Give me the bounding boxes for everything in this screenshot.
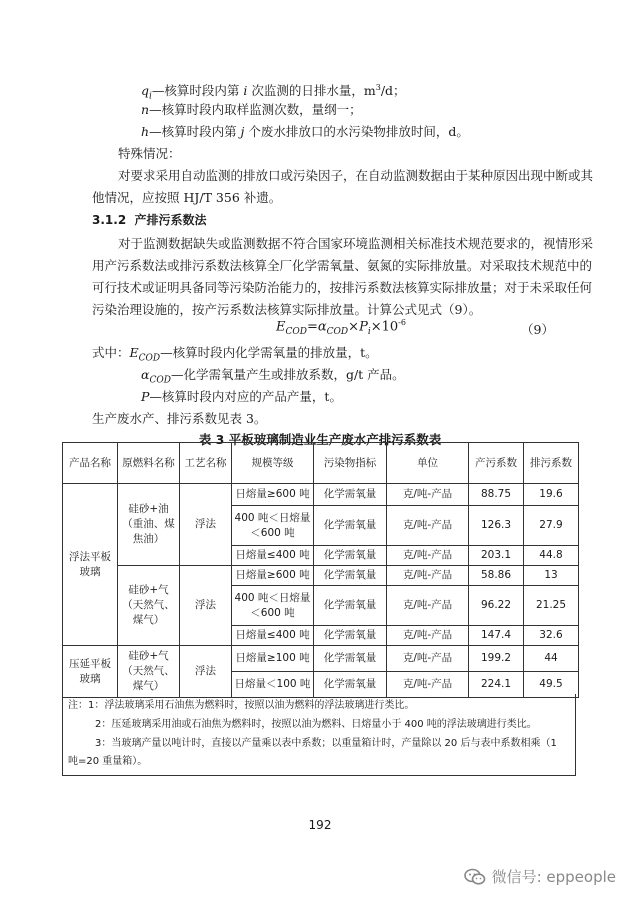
table-row: [63, 566, 579, 586]
formula-9: $E_{COD}=\alpha_{COD}\times P_i\times 10^{-6}$: [276, 318, 406, 337]
wechat-watermark: [464, 866, 616, 887]
cell-scale: 日熔量≤400 吨: [232, 626, 314, 646]
note-3: 3：当玻璃产量以吨计时，直接以产量乘以表中系数；以重量箱计时，产量除以 20 后与表中系数相乘（1: [95, 738, 557, 749]
paragraph-line-3: 可行技术或证明具备同等污染防治能力的，按排污系数法核算实际排放量；对于未采取任何: [92, 280, 593, 295]
cell-pollutant: 化学需氧量: [314, 566, 387, 586]
cell-pollutant: 化学需氧量: [314, 484, 387, 506]
formula-number: （9）: [521, 322, 554, 337]
paragraph-line-1: 对于监测数据缺失或监测数据不符合国家环境监测相关标准技术规范要求的，视情形采: [118, 236, 594, 251]
cell-scale: 日熔量≥600 吨: [232, 484, 314, 506]
cell-unit: 克/吨-产品: [387, 646, 469, 672]
cell-scale: 400 吨＜日熔量＜600 吨: [232, 586, 314, 626]
header-material: 原燃料名称: [118, 443, 180, 484]
note-3-continued: 吨=20 重量箱）。: [68, 756, 148, 767]
cell-generation: 126.3: [469, 506, 524, 546]
watermark-text: 微信号: eppeople: [491, 868, 616, 886]
table-caption: 表 3 平板玻璃制造业生产废水产排污系数表: [198, 432, 442, 447]
cell-scale: 400 吨＜日熔量＜600 吨: [232, 506, 314, 546]
cell-process: 浮法: [180, 646, 232, 698]
cell-generation: 96.22: [469, 586, 524, 626]
table-header-row: [63, 443, 579, 484]
header-product: 产品名称: [63, 443, 118, 484]
cell-generation: 58.86: [469, 566, 524, 586]
special-title: 特殊情况：: [118, 146, 181, 161]
cell-unit: 克/吨-产品: [387, 626, 469, 646]
cell-pollutant: 化学需氧量: [314, 546, 387, 566]
cell-unit: 克/吨-产品: [387, 586, 469, 626]
where-p: P—核算时段内对应的产品产量，t。: [141, 389, 342, 404]
note-1: 注：1：浮法玻璃采用石油焦为燃料时，按照以油为燃料的浮法玻璃进行类比。: [68, 700, 415, 711]
where-alpha: $\alpha_{COD}—$化学需氧量产生或排放系数，g/t 产品。: [141, 367, 405, 386]
table-row: [63, 484, 579, 506]
cell-unit: 克/吨-产品: [387, 672, 469, 698]
cell-pollutant: 化学需氧量: [314, 586, 387, 626]
cell-unit: 克/吨-产品: [387, 566, 469, 586]
cell-generation: 203.1: [469, 546, 524, 566]
special-line-2: 他情况，应按照 HJ/T 356 补遗。: [92, 190, 282, 205]
cell-unit: 克/吨-产品: [387, 546, 469, 566]
paragraph-line-4: 污染治理设施的，按产污系数法核算实际排放量。计算公式见式（9）。: [92, 302, 482, 317]
special-line-1: 对要求采用自动监测的排放口或污染因子，在自动监测数据由于某种原因出现中断或其: [118, 168, 594, 183]
emission-coefficient-table: [62, 442, 579, 698]
cell-discharge: 44.8: [524, 546, 579, 566]
where-closing: 生产废水产、排污系数见表 3。: [92, 411, 267, 426]
cell-generation: 147.4: [469, 626, 524, 646]
cell-pollutant: 化学需氧量: [314, 506, 387, 546]
cell-product: 浮法平板玻璃: [63, 484, 118, 646]
cell-discharge: 49.5: [524, 672, 579, 698]
cell-discharge: 32.6: [524, 626, 579, 646]
cell-scale: 日熔量≤400 吨: [232, 546, 314, 566]
cell-process: 浮法: [180, 566, 232, 646]
header-generation: 产污系数: [469, 443, 524, 484]
cell-material: 硅砂+气（天然气、煤气）: [118, 566, 180, 646]
cell-pollutant: 化学需氧量: [314, 626, 387, 646]
cell-process: 浮法: [180, 484, 232, 566]
cell-generation: 199.2: [469, 646, 524, 672]
cell-material: 硅砂+气（天然气、煤气）: [118, 646, 180, 698]
cell-material: 硅砂+油（重油、煤焦油）: [118, 484, 180, 566]
definition-h: h—核算时段内第 j 个废水排放口的水污染物排放时间，d。: [141, 124, 469, 139]
cell-pollutant: 化学需氧量: [314, 646, 387, 672]
cell-pollutant: 化学需氧量: [314, 672, 387, 698]
header-pollutant: 污染物指标: [314, 443, 387, 484]
cell-discharge: 44: [524, 646, 579, 672]
header-unit: 单位: [387, 443, 469, 484]
cell-unit: 克/吨-产品: [387, 506, 469, 546]
page-number: 192: [308, 818, 332, 832]
cell-generation: 88.75: [469, 484, 524, 506]
table-notes: [62, 694, 576, 776]
cell-discharge: 27.9: [524, 506, 579, 546]
cell-discharge: 19.6: [524, 484, 579, 506]
cell-unit: 克/吨-产品: [387, 484, 469, 506]
cell-scale: 日熔量＜100 吨: [232, 672, 314, 698]
cell-scale: 日熔量≥600 吨: [232, 566, 314, 586]
definition-q: $q_i—$核算时段内第 i 次监测的日排水量，$m^3/d$；: [141, 83, 406, 102]
where-e: 式中：$E_{COD}—$核算时段内化学需氧量的排放量，t。: [92, 345, 378, 364]
wechat-icon: [464, 868, 486, 886]
header-discharge: 排污系数: [524, 443, 579, 484]
cell-discharge: 21.25: [524, 586, 579, 626]
section-heading: 3.1.2 产排污系数法: [92, 213, 207, 227]
header-scale: 规模等级: [232, 443, 314, 484]
note-2: 2：压延玻璃采用油或石油焦为燃料时，按照以油为燃料、日熔量小于 400 吨的浮法玻璃进行类比。: [95, 719, 537, 730]
cell-product: 压延平板玻璃: [63, 646, 118, 698]
table-row: [63, 646, 579, 672]
cell-scale: 日熔量≥100 吨: [232, 646, 314, 672]
paragraph-line-2: 用产污系数法或排污系数法核算全厂化学需氧量、氨氮的实际排放量。对采取技术规范中的: [92, 258, 593, 273]
cell-discharge: 13: [524, 566, 579, 586]
header-process: 工艺名称: [180, 443, 232, 484]
definition-n: n—核算时段内取样监测次数，量纲一；: [141, 102, 362, 117]
cell-generation: 224.1: [469, 672, 524, 698]
